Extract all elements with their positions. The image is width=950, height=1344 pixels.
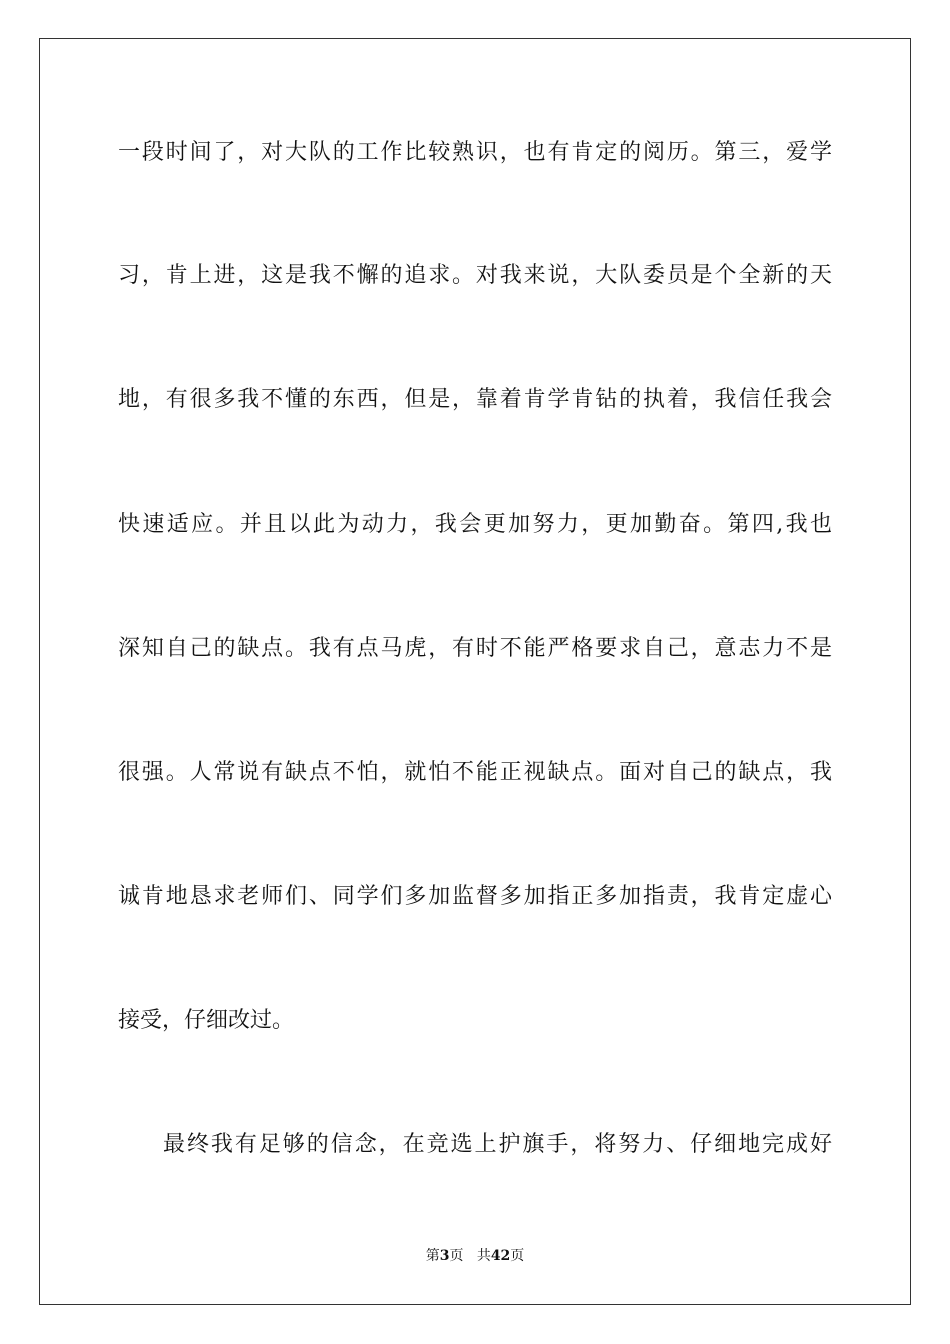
page-footer: [0, 1247, 950, 1265]
paragraph-start-line: 最终我有足够的信念，在竞选上护旗手，将努力、仔细地完成好: [163, 1132, 832, 1157]
footer-page-suffix: 页: [449, 1248, 464, 1264]
text-line: 很强。人常说有缺点不怕，就怕不能正视缺点。面对自己的缺点，我: [118, 760, 832, 785]
footer-page-number: 3: [439, 1248, 450, 1264]
text-line: 地，有很多我不懂的东西，但是，靠着肯学肯钻的执着，我信任我会: [118, 387, 832, 412]
page-border: [39, 38, 911, 1305]
footer-total-prefix: 共: [476, 1248, 491, 1264]
text-line: 一段时间了，对大队的工作比较熟识，也有肯定的阅历。第三，爱学: [118, 140, 832, 165]
text-line: 深知自己的缺点。我有点马虎，有时不能严格要求自己，意志力不是: [118, 636, 832, 661]
text-line: 接受，仔细改过。: [118, 1008, 295, 1033]
text-line: 诚肯地恳求老师们、同学们多加监督多加指正多加指责，我肯定虚心: [118, 884, 832, 909]
footer-page-prefix: 第: [425, 1248, 440, 1264]
text-line: 快速适应。并且以此为动力，我会更加努力，更加勤奋。第四,我也: [118, 512, 832, 537]
text-line: 习，肯上进，这是我不懈的追求。对我来说，大队委员是个全新的天: [118, 263, 832, 288]
footer-total-pages: 42: [490, 1248, 511, 1264]
footer-total-suffix: 页: [510, 1248, 525, 1264]
